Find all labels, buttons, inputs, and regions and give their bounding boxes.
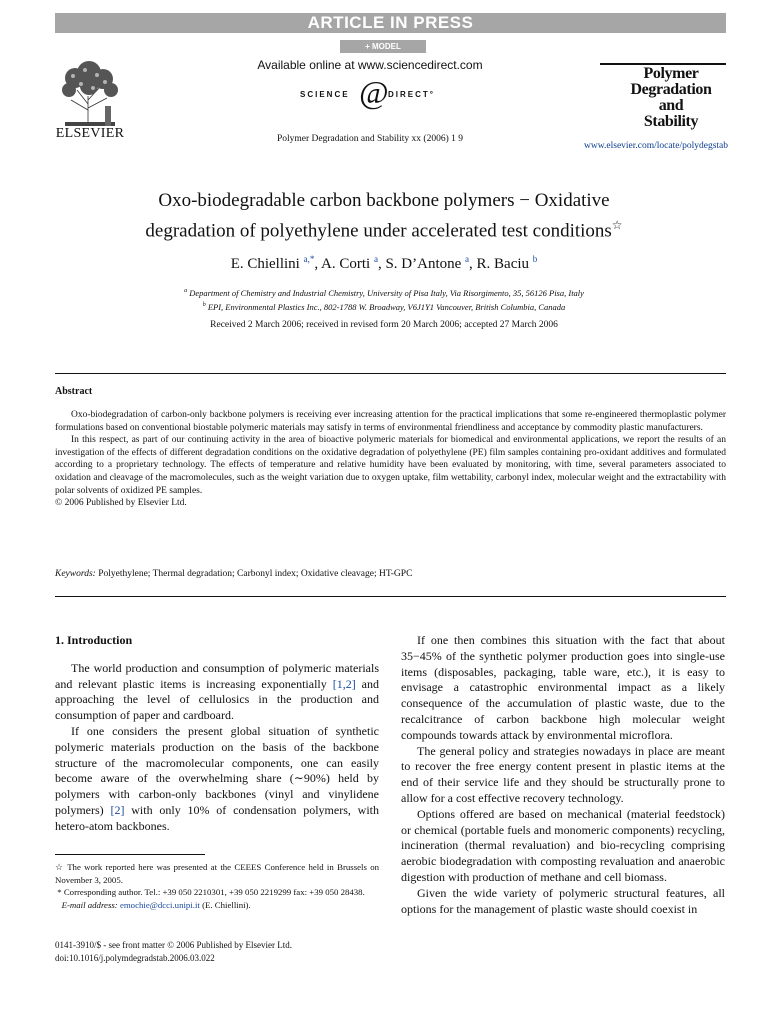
footnote-star [55, 861, 379, 886]
affiliation-text: EPI, Environmental Plastics Inc., 802-1788 W. Broadway, V6J1Y1 Vancouver, British Columbia, Canada [207, 301, 566, 312]
affiliation-text: Department of Chemistry and Industrial Chemistry, University of Pisa Italy, Via Risorgimento, 35, 56126 Pisa, Italy [189, 287, 584, 298]
body-text: If one considers the present global situation of synthetic polymeric materials production on the basis of the backbone structure of the macromolecular components, one can easily become aware of the overwhelming share (∼90%) held by polymers with carbon-only backbones (vinyl and vinylidene polymers) [55, 723, 379, 817]
journal-title-line: Degradation [630, 81, 712, 98]
body-right-column [401, 633, 725, 917]
author-name: S. D’Antone [385, 256, 462, 272]
keywords-label: Keywords: [55, 569, 96, 579]
sciencedirect-logo-right: DIRECT° [388, 90, 435, 99]
journal-title-line: Polymer [643, 65, 699, 82]
footnote-corresponding [55, 886, 379, 899]
issn-line: 0141-3910/$ - see front matter © 2006 Published by Elsevier Ltd. [55, 940, 293, 950]
affiliation-b [60, 299, 708, 313]
title-footnote-star-icon[interactable]: ☆ [611, 218, 623, 232]
title-line-2-text: degradation of polyethylene under accelerated test conditions [145, 220, 612, 242]
article-title [60, 189, 708, 243]
abstract-top-rule [55, 373, 726, 374]
keywords-list: Polyethylene; Thermal degradation; Carbonyl index; Oxidative cleavage; HT-GPC [98, 569, 413, 579]
footnote-text: Corresponding author. Tel.: +39 050 2210301, +39 050 2219299 fax: +39 050 28438. [63, 887, 365, 897]
affiliation-a [60, 285, 708, 299]
footnote-star-icon: ☆ [55, 862, 65, 872]
body-text: with only 10% of condensation polymers, with hetero-atom backbones. [55, 802, 379, 833]
body-paragraph [55, 724, 379, 835]
journal-title-line: and [658, 97, 684, 114]
abstract-body [55, 409, 726, 510]
body-paragraph [55, 661, 379, 724]
footnote-email [55, 899, 379, 912]
body-paragraph: Options offered are based on mechanical (material feedstock) or chemical (portable fuels and monomeric components) recycling, incineration (thermal revaluation) and bio-recycling comprising aerobic biodegradation with composting revaluation and anaerobic digestion with production of methane and cell biomass. [401, 806, 725, 884]
abstract-paragraph: In this respect, as part of our continuing activity in the area of bioactive polymeric materials for biomedical and environmental applications, we report the results of an investigation of the effects of different degradation conditions on the oxidative degradation of polyethylene (PE) film samples containing pro-oxidant additives and formulated according to a proprietary technology. The effects of temperature and relative humidity have been evaluated by monitoring, with time, several parameters associated to oxidation and cleavage of the macromolecules, such as the weight variation due to oxygen uptake, film wettability, carbonyl index, molecular weight and the extractability with polar solvents of oxidized PE samples. [55, 435, 726, 496]
journal-citation: Polymer Degradation and Stability xx (2006) 1 9 [276, 134, 463, 144]
title-line-2 [60, 213, 708, 243]
abstract-bottom-rule [55, 596, 726, 597]
sciencedirect-logo-left: SCIENCE [300, 90, 350, 99]
affiliation-mark: a [184, 288, 188, 294]
sciencedirect-at-icon: @ [359, 74, 389, 110]
doi-line[interactable]: doi:10.1016/j.polymdegradstab.2006.03.022 [55, 953, 215, 963]
body-paragraph: If one then combines this situation with the fact that about 35−45% of the synthetic polymer production goes into single-use items (disposables, packaging, table ware, etc.), it is easy to envisage a catastrophic environmental impact as a likely consequence of the accumulation of plastic waste, due to the recalcitrance of carbon backbone high molecular weight compounds towards attack by environmental microflora. [401, 633, 725, 742]
author-affiliation-mark[interactable]: a [465, 254, 470, 264]
footnote-text: The work reported here was presented at the CEEES Conference held in Brussels on November 3, 2005. [55, 862, 380, 885]
footnote-asterisk: * [57, 887, 62, 897]
affiliations [60, 285, 708, 313]
keywords [55, 569, 726, 579]
section-heading: 1. Introduction [55, 633, 133, 647]
body-paragraph: Given the wide variety of polymeric structural features, all options for the management of plastic waste should coexist in [401, 885, 725, 916]
publisher-logo-text: ELSEVIER [55, 126, 125, 141]
email-link[interactable]: emochie@dcci.unipi.it [119, 899, 200, 910]
available-online-text: Available online at www.sciencedirect.com [257, 58, 483, 72]
author-list: E. Chiellini $^{a,*}$, A. Corti $^a$, S. D’Antone $^a$, R. Baciu $^b$ [230, 254, 538, 272]
email-name: (E. Chiellini). [202, 899, 251, 910]
body-text: and approaching the level of cellulosics in the production and consumption of paper and cardboard. [55, 676, 379, 723]
author-affiliation-mark[interactable]: b [532, 254, 538, 264]
citation-link[interactable]: [1,2] [332, 676, 356, 691]
email-label: E-mail address: [61, 899, 118, 910]
affiliation-mark: b [202, 301, 206, 308]
journal-title [616, 66, 726, 130]
footnote-rule [55, 854, 205, 855]
abstract-paragraph: Oxo-biodegradation of carbon-only backbone polymers is receiving ever increasing attention for the practical implications that some re-engineered thermoplastic polymer formulations based on conventional biostable polymeric materials may satisfy in terms of environmental friendliness and acceptance by commodity plastic manufacturers. [55, 410, 726, 433]
abstract-heading: Abstract [55, 386, 93, 397]
author-name: E. Chiellini [230, 256, 300, 272]
body-paragraph: The general policy and strategies nowadays in place are meant to recover the free energy content present in plastic items at the end of their service life and they should be structurally prone to allow for a cost effective recovery technology. [401, 743, 725, 805]
journal-url-link[interactable]: www.elsevier.com/locate/polydegstab [584, 141, 728, 151]
body-text: The world production and consumption of polymeric materials and relevant plastic items is increasing exponentially [55, 660, 379, 691]
bottom-matter [55, 939, 292, 965]
author-name: A. Corti [321, 256, 371, 272]
title-line-1: Oxo-biodegradable carbon backbone polymers − Oxidative [158, 190, 610, 211]
elsevier-tree-logo [55, 60, 125, 128]
author-affiliation-mark[interactable]: a [373, 254, 378, 264]
body-left-column [55, 633, 379, 835]
article-in-press-banner: ARTICLE IN PRESS [55, 13, 726, 33]
journal-title-line: Stability [643, 113, 699, 130]
author-affiliation-mark[interactable]: a,* [303, 254, 315, 264]
abstract-copyright: © 2006 Published by Elsevier Ltd. [55, 498, 187, 509]
author-name: R. Baciu [476, 256, 530, 272]
received-dates: Received 2 March 2006; received in revised form 20 March 2006; accepted 27 March 2006 [210, 320, 558, 330]
model-badge: + MODEL [340, 40, 426, 53]
citation-link[interactable]: [2] [110, 802, 125, 817]
footnotes [55, 861, 379, 911]
